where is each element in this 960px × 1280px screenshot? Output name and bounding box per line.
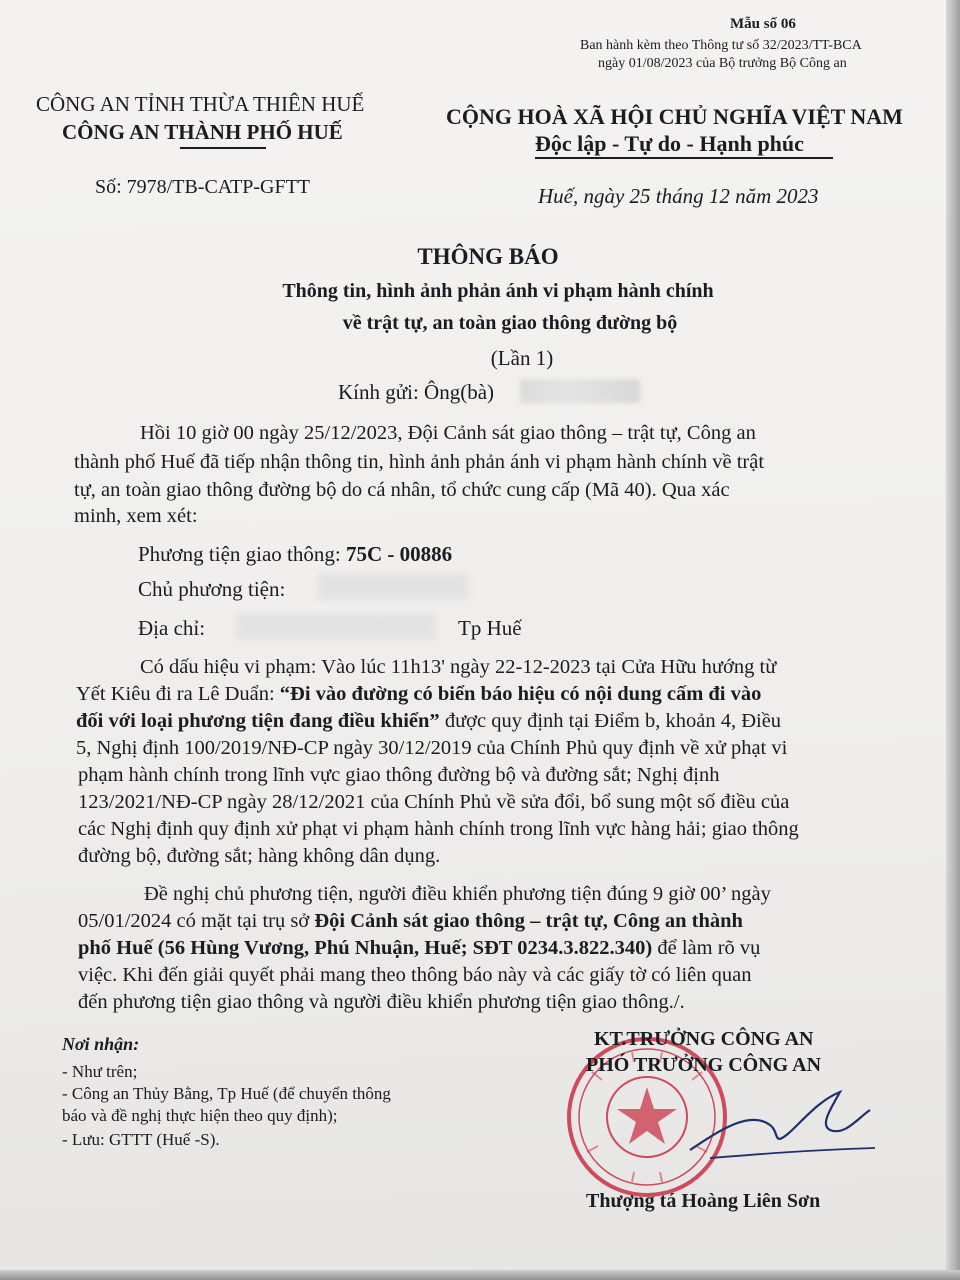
place-date: Huế, ngày 25 tháng 12 năm 2023 xyxy=(538,184,819,208)
violation-line-3 xyxy=(76,710,781,733)
address-label: Địa chỉ: xyxy=(138,616,206,640)
request-office-start: Đội Cảnh sát giao thông – trật tự, Công an thành xyxy=(314,910,743,932)
request-line-2 xyxy=(78,910,743,933)
form-number: Mẫu số 06 xyxy=(730,16,796,32)
request-line-4: việc. Khi đến giải quyết phải mang theo thông báo này và các giấy tờ có liên quan xyxy=(78,964,752,986)
violation-line-1: Có dấu hiệu vi phạm: Vào lúc 11h13' ngày 22-12-2023 tại Cửa Hữu hướng từ xyxy=(140,656,777,678)
violation-route: Yết Kiêu đi ra Lê Duẩn: xyxy=(76,683,280,705)
violation-description-end: đối với loại phương tiện đang điều khiển” xyxy=(76,710,440,732)
recipients-title: Nơi nhận: xyxy=(62,1034,140,1054)
violation-line-7: các Nghị định quy định xử phạt vi phạm hành chính trong lĩnh vực hàng hải; giao thông xyxy=(78,818,799,840)
issued-by-line-2: ngày 01/08/2023 của Bộ trưởng Bộ Công an xyxy=(598,56,847,71)
motto-underline xyxy=(535,157,833,159)
document-title: THÔNG BÁO xyxy=(417,244,559,269)
redacted-address xyxy=(236,614,436,640)
violation-line-4: 5, Nghị định 100/2019/NĐ-CP ngày 30/12/2019 của Chính Phủ quy định về xử phạt vi xyxy=(76,737,788,759)
violation-line-8: đường bộ, đường sắt; hàng không dân dụng. xyxy=(78,845,441,867)
recipient-item: - Công an Thủy Bằng, Tp Huế (để chuyển thông xyxy=(62,1084,391,1103)
national-motto: Độc lập - Tự do - Hạnh phúc xyxy=(535,131,804,156)
violation-line-6: 123/2021/NĐ-CP ngày 28/12/2021 của Chính Phủ về sửa đổi, bổ sung một số điều của xyxy=(78,791,790,813)
paper-edge-right xyxy=(946,0,960,1280)
request-office-address: phố Huế (56 Hùng Vương, Phú Nhuận, Huế; SĐT 0234.3.822.340) xyxy=(78,937,653,959)
paragraph-1-line-2: thành phố Huế đã tiếp nhận thông tin, hình ảnh phản ánh vi phạm hành chính về trật xyxy=(74,451,765,473)
violation-description-start: “Đi vào đường có biển báo hiệu có nội dung cấm đi vào xyxy=(279,683,762,705)
violation-line-5: phạm hành chính trong lĩnh vực giao thông đường bộ và đường sắt; Nghị định xyxy=(78,764,720,786)
agency-name: CÔNG AN THÀNH PHỐ HUẾ xyxy=(62,120,343,144)
recipient-item: - Lưu: GTTT (Huế -S). xyxy=(62,1130,220,1149)
violation-legal-ref: được quy định tại Điểm b, khoản 4, Điều xyxy=(439,710,782,732)
vehicle-label: Phương tiện giao thông: xyxy=(138,542,346,566)
request-line-1: Đề nghị chủ phương tiện, người điều khiển phương tiện đúng 9 giờ 00’ ngày xyxy=(144,883,771,905)
signer-name: Thượng tá Hoàng Liên Sơn xyxy=(586,1190,821,1212)
paragraph-1-line-1: Hồi 10 giờ 00 ngày 25/12/2023, Đội Cảnh sát giao thông – trật tự, Công an xyxy=(140,422,756,444)
issued-by-line-1: Ban hành kèm theo Thông tư số 32/2023/TT-BCA xyxy=(580,38,862,53)
document-number: Số: 7978/TB-CATP-GFTT xyxy=(95,176,311,198)
agency-parent: CÔNG AN TỈNH THỪA THIÊN HUẾ xyxy=(36,92,365,116)
recipient-item: - Như trên; xyxy=(62,1062,138,1081)
request-date: 05/01/2024 có mặt tại trụ sở xyxy=(78,910,315,932)
owner-label: Chủ phương tiện: xyxy=(138,577,286,601)
vehicle-line xyxy=(138,542,452,567)
recipient-label: Kính gửi: Ông(bà) xyxy=(338,380,495,404)
redacted-recipient xyxy=(520,379,640,403)
notice-count: (Lần 1) xyxy=(490,346,554,370)
signature-title-1: KT.TRƯỞNG CÔNG AN xyxy=(594,1028,814,1050)
agency-underline xyxy=(180,147,266,149)
document-subtitle-2: về trật tự, an toàn giao thông đường bộ xyxy=(342,312,678,334)
paragraph-1-line-4: minh, xem xét: xyxy=(74,505,198,527)
address-city: Tp Huế xyxy=(458,616,522,640)
paragraph-1-line-3: tự, an toàn giao thông đường bộ do cá nhân, tổ chức cung cấp (Mã 40). Qua xác xyxy=(74,479,730,501)
license-plate: 75C - 00886 xyxy=(345,542,453,566)
violation-line-2 xyxy=(76,683,761,706)
signature-title-2: PHÓ TRƯỞNG CÔNG AN xyxy=(586,1054,822,1076)
paper-edge-bottom xyxy=(0,1270,960,1280)
request-purpose: để làm rõ vụ xyxy=(652,937,761,959)
request-line-3 xyxy=(78,937,760,960)
redacted-owner xyxy=(318,574,468,600)
recipient-item: báo và đề nghị thực hiện theo quy định); xyxy=(62,1106,338,1125)
document-subtitle-1: Thông tin, hình ảnh phản ánh vi phạm hành chính xyxy=(282,280,714,302)
handwritten-signature xyxy=(680,1070,880,1180)
national-title: CỘNG HOÀ XÃ HỘI CHỦ NGHĨA VIỆT NAM xyxy=(446,104,903,129)
request-line-5: đến phương tiện giao thông và người điều khiển phương tiện giao thông./. xyxy=(78,991,685,1013)
